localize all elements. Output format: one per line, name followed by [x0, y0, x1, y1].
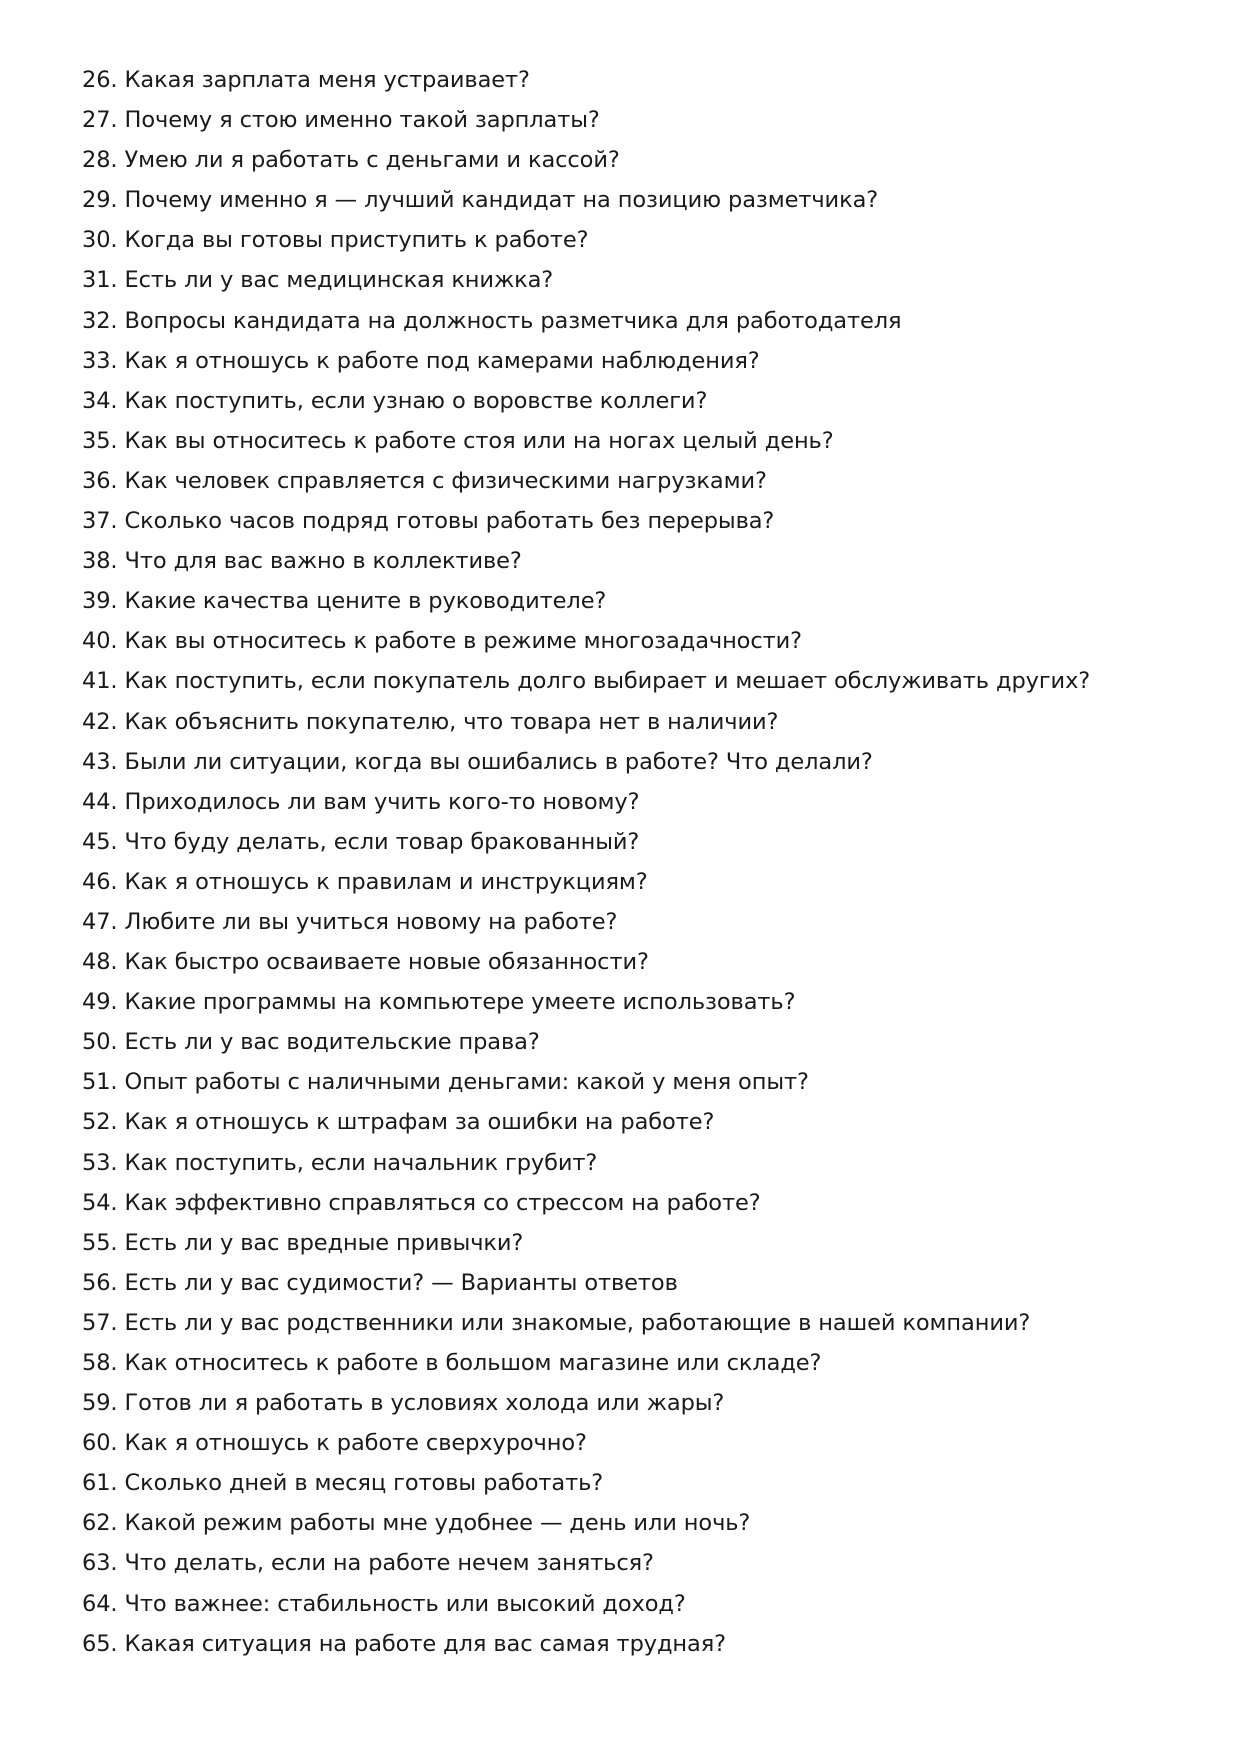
- question-item: 34. Как поступить, если узнаю о воровстве коллеги?: [82, 387, 708, 414]
- question-item: 60. Как я отношусь к работе сверхурочно?: [82, 1430, 587, 1457]
- question-item: 62. Какой режим работы мне удобнее — день или ночь?: [82, 1510, 751, 1537]
- question-item: 27. Почему я стою именно такой зарплаты?: [82, 107, 600, 134]
- question-item: 64. Что важнее: стабильность или высокий доход?: [82, 1590, 686, 1617]
- question-item: 39. Какие качества цените в руководителе?: [82, 588, 607, 615]
- question-item: 65. Какая ситуация на работе для вас самая трудная?: [82, 1630, 726, 1657]
- question-item: 63. Что делать, если на работе нечем заняться?: [82, 1550, 654, 1577]
- question-item: 41. Как поступить, если покупатель долго выбирает и мешает обслуживать других?: [82, 668, 1091, 695]
- question-item: 43. Были ли ситуации, когда вы ошибались в работе? Что делали?: [82, 748, 873, 775]
- question-item: 37. Сколько часов подряд готовы работать без перерыва?: [82, 508, 775, 535]
- question-item: 61. Сколько дней в месяц готовы работать?: [82, 1470, 604, 1497]
- question-item: 48. Как быстро осваиваете новые обязанности?: [82, 949, 649, 976]
- question-item: 55. Есть ли у вас вредные привычки?: [82, 1229, 524, 1256]
- question-item: 51. Опыт работы с наличными деньгами: какой у меня опыт?: [82, 1069, 809, 1096]
- question-item: 35. Как вы относитесь к работе стоя или на ногах целый день?: [82, 427, 834, 454]
- question-item: 54. Как эффективно справляться со стрессом на работе?: [82, 1189, 761, 1216]
- question-item: 29. Почему именно я — лучший кандидат на позицию разметчика?: [82, 187, 879, 214]
- question-item: 38. Что для вас важно в коллективе?: [82, 548, 522, 575]
- question-item: 30. Когда вы готовы приступить к работе?: [82, 227, 589, 254]
- question-item: 57. Есть ли у вас родственники или знакомые, работающие в нашей компании?: [82, 1309, 1031, 1336]
- question-item: 26. Какая зарплата меня устраивает?: [82, 67, 530, 93]
- question-item: 58. Как относитесь к работе в большом магазине или складе?: [82, 1350, 822, 1376]
- question-item: 31. Есть ли у вас медицинская книжка?: [82, 267, 554, 294]
- question-item: 28. Умею ли я работать с деньгами и кассой?: [82, 147, 620, 174]
- question-item: 42. Как объяснить покупателю, что товара нет в наличии?: [82, 708, 779, 735]
- question-item: 50. Есть ли у вас водительские права?: [82, 1029, 540, 1056]
- question-item: 49. Какие программы на компьютере умеете использовать?: [82, 989, 796, 1016]
- question-item: 46. Как я отношусь к правилам и инструкциям?: [82, 868, 648, 895]
- question-item: 52. Как я отношусь к штрафам за ошибки на работе?: [82, 1109, 715, 1136]
- question-item: 36. Как человек справляется с физическими нагрузками?: [82, 467, 767, 494]
- question-item: 56. Есть ли у вас судимости? — Варианты ответов: [82, 1269, 678, 1296]
- question-item: 32. Вопросы кандидата на должность разметчика для работодателя: [82, 307, 902, 334]
- question-item: 45. Что буду делать, если товар бракованный?: [82, 828, 640, 855]
- question-item: 47. Любите ли вы учиться новому на работе?: [82, 908, 618, 935]
- question-item: 44. Приходилось ли вам учить кого-то новому?: [82, 788, 640, 815]
- question-item: 33. Как я отношусь к работе под камерами наблюдения?: [82, 347, 760, 374]
- question-item: 53. Как поступить, если начальник грубит?: [82, 1149, 598, 1176]
- question-item: 40. Как вы относитесь к работе в режиме многозадачности?: [82, 628, 802, 655]
- question-list: [82, 60, 1182, 1664]
- question-item: 59. Готов ли я работать в условиях холода или жары?: [82, 1390, 725, 1417]
